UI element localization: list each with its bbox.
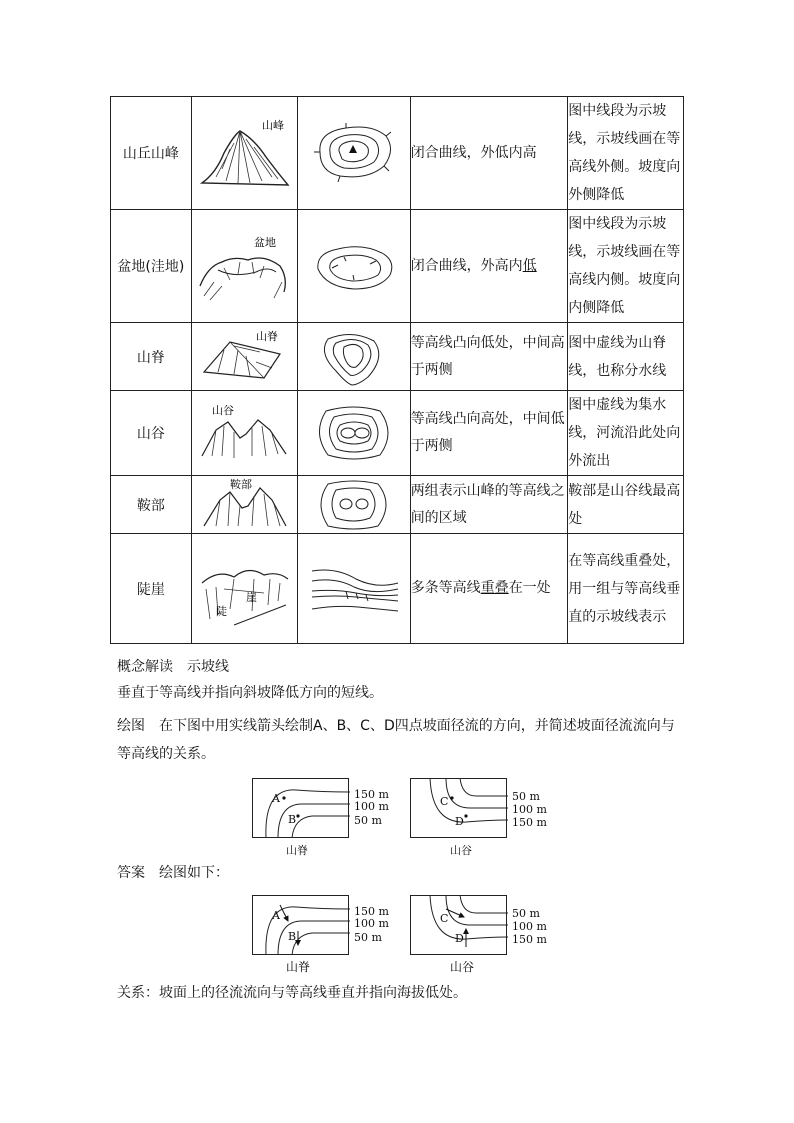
terrain-feature [410, 534, 568, 644]
contour-label: 50 m [512, 907, 540, 920]
table-row [111, 323, 684, 391]
concept-text: 垂直于等高线并指向斜坡降低方向的短线。 [117, 685, 383, 701]
contour-diagram [297, 391, 410, 476]
figure-caption: 山谷 [450, 960, 475, 974]
point-label: B [288, 813, 297, 826]
valley-figure [410, 778, 510, 840]
feature-text: 闭合曲线，外低内高 [410, 144, 537, 161]
contour-diagram [297, 323, 410, 391]
table-row [111, 391, 684, 476]
table-row [111, 210, 684, 323]
terrain-sketch [191, 323, 297, 391]
task-block [117, 712, 677, 768]
contour-label: 50 m [354, 931, 382, 944]
terrain-feature [410, 210, 568, 323]
terrain-note: 图中线段为示坡线，示坡线画在等高线外侧。坡度向外侧降低 [568, 97, 684, 210]
terrain-note: 图中线段为示坡线，示坡线画在等高线内侧。坡度向内侧降低 [568, 210, 684, 323]
task-label: 绘图 [117, 718, 145, 734]
terrain-sketch [191, 210, 297, 323]
table-row [111, 534, 684, 644]
feature-text: 等高线凸向低处，中间高于两侧 [410, 334, 565, 378]
terrain-note: 鞍部是山谷线最高处 [568, 476, 684, 534]
feature-text: 等高线凸向高处，中间低于两侧 [410, 411, 565, 454]
terrain-note: 在等高线重叠处，用一组与等高线垂直的示坡线表示 [568, 534, 684, 644]
terrain-name: 山脊 [111, 323, 192, 391]
contour-label: 150 m [512, 933, 547, 946]
sketch-label: 陡 [216, 604, 228, 618]
terrain-sketch [191, 97, 297, 210]
contour-label: 50 m [512, 790, 540, 803]
terrain-name: 盆地(洼地) [111, 210, 192, 323]
terrain-note: 图中虚线为山脊线，也称分水线 [568, 323, 684, 391]
terrain-name: 陡崖 [111, 534, 192, 644]
contour-label: 150 m [354, 905, 389, 918]
sketch-label: 崖 [246, 590, 258, 604]
contour-label: 100 m [512, 920, 547, 933]
terrain-note: 图中虚线为集水线，河流沿此处向外流出 [568, 391, 684, 476]
terrain-sketch [191, 534, 297, 644]
contour-label: 150 m [354, 788, 389, 801]
sketch-label: 盆地 [254, 236, 277, 249]
contour-diagram [297, 476, 410, 534]
task-text: 在下图中用实线箭头绘制A、B、C、D四点坡面径流的方向，并简述坡面径流流向与等高线的关系。 [117, 718, 675, 762]
contour-diagram [297, 97, 410, 210]
relation-text: 关系：坡面上的径流流向与等高线垂直并指向海拔低处。 [117, 985, 467, 1001]
terrain-sketch [191, 476, 297, 534]
point-label: C [440, 912, 449, 925]
sketch-label: 山峰 [262, 119, 285, 132]
point-label: A [272, 792, 280, 805]
terrain-name: 山丘山峰 [111, 97, 192, 210]
terrain-feature [410, 476, 568, 534]
answer-line [117, 862, 229, 884]
terrain-feature [410, 97, 568, 210]
contour-diagram [297, 534, 410, 644]
figure-caption: 山谷 [450, 844, 472, 857]
point-label: D [455, 932, 464, 945]
figure-caption: 山脊 [286, 844, 308, 857]
point-label: D [455, 815, 464, 828]
answer-label: 答案 [117, 865, 145, 881]
contour-label: 50 m [354, 814, 382, 827]
terrain-name: 山谷 [111, 391, 192, 476]
point-label: C [440, 795, 449, 808]
sketch-label: 山脊 [256, 329, 279, 343]
table-row [111, 97, 684, 210]
answer-text: 绘图如下： [159, 865, 229, 881]
contour-label: 100 m [512, 803, 547, 816]
feature-underlined: 低 [522, 257, 537, 274]
feature-text: 在一处 [508, 580, 551, 596]
feature-underlined: 重叠 [480, 580, 509, 596]
point-label: A [272, 909, 280, 922]
contour-label: 100 m [354, 800, 389, 813]
feature-text: 多条等高线 [410, 580, 481, 596]
ridge-answer-figure [252, 895, 352, 957]
point-label: B [288, 930, 297, 943]
table-row [111, 476, 684, 534]
contour-label: 100 m [354, 917, 389, 930]
valley-answer-figure [410, 895, 510, 957]
feature-text: 两组表示山峰的等高线之间的区域 [410, 482, 565, 526]
figure-caption: 山脊 [286, 960, 311, 974]
sketch-label: 鞍部 [230, 477, 253, 491]
contour-diagram [297, 210, 410, 323]
terrain-sketch [191, 391, 297, 476]
contour-label: 150 m [512, 816, 547, 829]
sketch-label: 山谷 [212, 404, 235, 417]
terrain-feature [410, 391, 568, 476]
concept-title: 概念解读 示坡线 [117, 659, 229, 675]
terrain-table [110, 96, 684, 644]
terrain-feature [410, 323, 568, 391]
terrain-name: 鞍部 [111, 476, 192, 534]
feature-text: 闭合曲线，外高内 [410, 257, 523, 274]
